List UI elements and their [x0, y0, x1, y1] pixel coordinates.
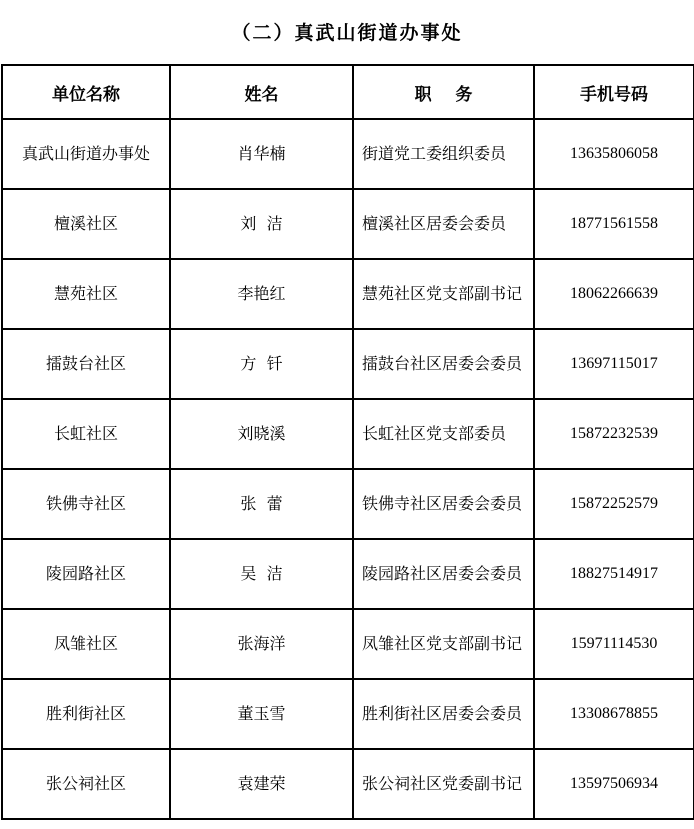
cell-position: 檀溪社区居委会委员 [353, 189, 534, 259]
table-row [2, 329, 694, 399]
cell-name: 刘 洁 [170, 189, 353, 259]
header-unit: 单位名称 [2, 65, 170, 119]
cell-position: 张公祠社区党委副书记 [353, 749, 534, 819]
cell-unit: 慧苑社区 [2, 259, 170, 329]
page-title: （二）真武山街道办事处 [231, 22, 463, 44]
cell-position: 慧苑社区党支部副书记 [353, 259, 534, 329]
table-row [2, 189, 694, 259]
cell-unit: 真武山街道办事处 [2, 119, 170, 189]
cell-unit: 胜利街社区 [2, 679, 170, 749]
cell-position: 长虹社区党支部委员 [353, 399, 534, 469]
cell-name: 刘晓溪 [170, 399, 353, 469]
header-phone: 手机号码 [534, 65, 694, 119]
cell-unit: 长虹社区 [2, 399, 170, 469]
table-row [2, 259, 694, 329]
table-row [2, 749, 694, 819]
cell-position: 街道党工委组织委员 [353, 119, 534, 189]
header-position: 职 务 [353, 65, 534, 119]
table-row [2, 539, 694, 609]
cell-phone: 13635806058 [534, 119, 694, 189]
cell-name: 张海洋 [170, 609, 353, 679]
cell-unit: 陵园路社区 [2, 539, 170, 609]
table-row [2, 399, 694, 469]
header-name: 姓名 [170, 65, 353, 119]
table-row [2, 679, 694, 749]
cell-name: 张 蕾 [170, 469, 353, 539]
cell-phone: 18771561558 [534, 189, 694, 259]
cell-unit: 檀溪社区 [2, 189, 170, 259]
cell-phone: 13308678855 [534, 679, 694, 749]
cell-name: 董玉雪 [170, 679, 353, 749]
cell-position: 擂鼓台社区居委会委员 [353, 329, 534, 399]
cell-phone: 18827514917 [534, 539, 694, 609]
cell-name: 吴 洁 [170, 539, 353, 609]
cell-unit: 铁佛寺社区 [2, 469, 170, 539]
cell-phone: 13697115017 [534, 329, 694, 399]
cell-phone: 15872252579 [534, 469, 694, 539]
cell-unit: 张公祠社区 [2, 749, 170, 819]
cell-position: 凤雏社区党支部副书记 [353, 609, 534, 679]
table-row [2, 119, 694, 189]
cell-name: 肖华楠 [170, 119, 353, 189]
cell-position: 胜利街社区居委会委员 [353, 679, 534, 749]
cell-position: 铁佛寺社区居委会委员 [353, 469, 534, 539]
cell-phone: 15872232539 [534, 399, 694, 469]
cell-position: 陵园路社区居委会委员 [353, 539, 534, 609]
cell-unit: 凤雏社区 [2, 609, 170, 679]
cell-name: 李艳红 [170, 259, 353, 329]
cell-name: 袁建荣 [170, 749, 353, 819]
table-row [2, 609, 694, 679]
contact-table [1, 64, 694, 820]
cell-phone: 15971114530 [534, 609, 694, 679]
table-header-row [2, 65, 694, 119]
cell-phone: 13597506934 [534, 749, 694, 819]
cell-unit: 擂鼓台社区 [2, 329, 170, 399]
cell-phone: 18062266639 [534, 259, 694, 329]
cell-name: 方 钎 [170, 329, 353, 399]
table-row [2, 469, 694, 539]
